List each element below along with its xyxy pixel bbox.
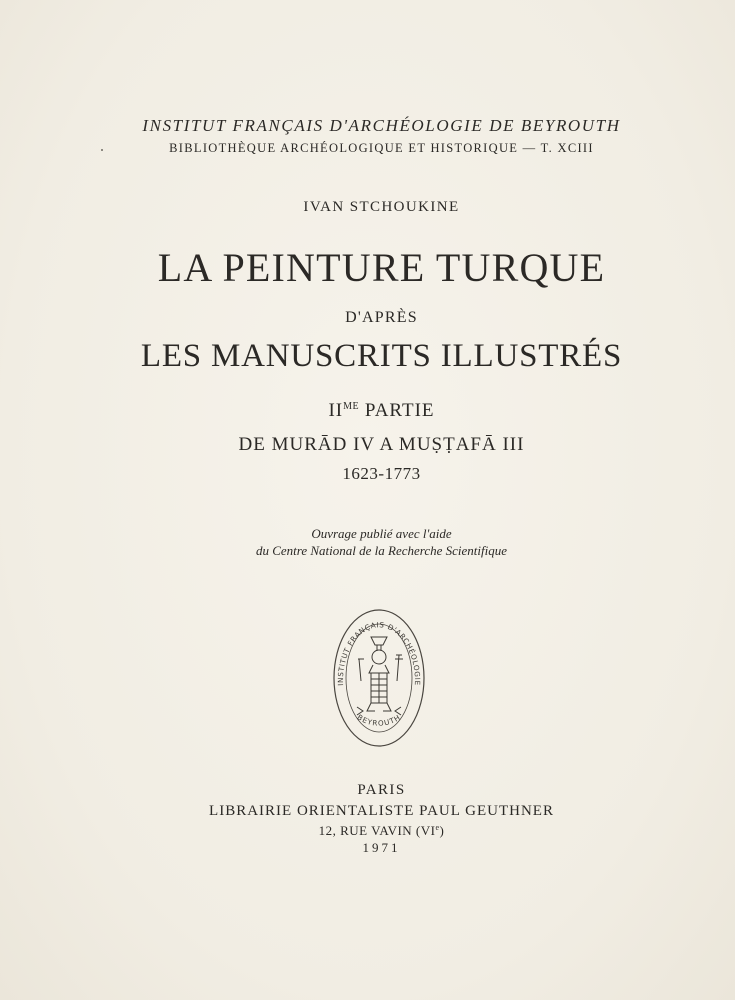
address-end: ) — [439, 823, 445, 838]
part-reigns: DE MURĀD IV A MUṢṬAFĀ III — [238, 434, 525, 455]
imprint-publisher: LIBRAIRIE ORIENTALISTE PAUL GEUTHNER — [209, 803, 554, 819]
seal-figure — [357, 637, 403, 715]
main-title: LA PEINTURE TURQUE — [157, 245, 606, 290]
publication-note-line-1: Ouvrage publié avec l'aide — [311, 526, 452, 541]
seal-top-text: INSTITUT FRANÇAIS D'ARCHÉOLOGIE — [335, 620, 423, 686]
seal-bottom-text: BEYROUTH — [355, 712, 403, 728]
part-word: PARTIE — [364, 400, 435, 421]
part-numeral: II — [328, 400, 344, 421]
author-name: IVAN STCHOUKINE — [303, 199, 460, 215]
address-superscript: e — [435, 823, 440, 832]
institute-name: INSTITUT FRANÇAIS D'ARCHÉOLOGIE DE BEYROUTH — [142, 116, 621, 135]
collection-name: BIBLIOTHÈQUE ARCHÉOLOGIQUE ET HISTORIQUE — T. XCIII — [169, 141, 594, 155]
imprint-year: 1971 — [362, 840, 401, 855]
imprint-address — [14, 823, 735, 839]
address-text: 12, RUE VAVIN (VI — [318, 823, 436, 838]
part-superscript: ME — [343, 401, 360, 412]
imprint-city: PARIS — [357, 782, 406, 798]
publication-note-line-2: du Centre National de la Recherche Scientifique — [255, 543, 508, 558]
title-connector: D'APRÈS — [345, 309, 418, 326]
sub-title: LES MANUSCRITS ILLUSTRÉS — [140, 338, 623, 374]
part-number — [14, 400, 735, 422]
seal-emblem-icon — [331, 607, 427, 749]
part-dates: 1623-1773 — [342, 464, 421, 483]
